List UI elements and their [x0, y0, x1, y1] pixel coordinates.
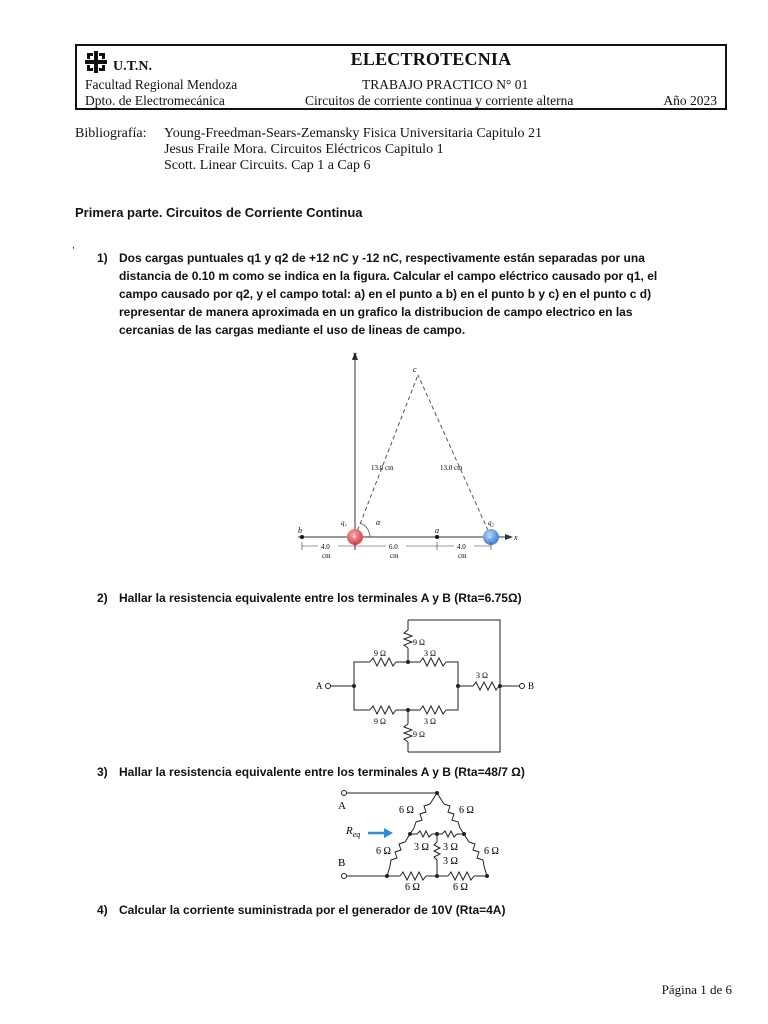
dim-2-unit: cm	[390, 552, 399, 560]
faculty-name: Facultad Regional Mendoza	[85, 77, 238, 92]
question-text: Calcular la corriente suministrada por el generador de 10V (Rta=4A)	[119, 903, 506, 917]
resistor-label: 9 Ω	[413, 638, 425, 647]
institution-name: U.T.N.	[113, 59, 153, 74]
dim-1-value: 4.0	[321, 543, 330, 551]
bibliography-item: Scott. Linear Circuits. Cap 1 a Cap 6	[164, 158, 371, 173]
q2-label: q₂	[488, 519, 494, 527]
point-a-label: a	[435, 526, 439, 535]
side-left-label: 13.0 cm	[371, 464, 394, 472]
q1-label: q₁	[341, 519, 347, 527]
point-b-label: b	[298, 526, 302, 535]
resistor-label: 3 Ω	[443, 842, 458, 853]
req-arrowhead-icon	[384, 828, 393, 838]
year-label: Año 2023	[663, 93, 717, 108]
resistor-label: 6 Ω	[459, 805, 474, 816]
question-number: 4)	[97, 903, 108, 917]
practice-title: TRABAJO PRACTICO N° 01	[362, 77, 529, 92]
resistor-label: 9 Ω	[374, 717, 386, 726]
resistor-label: 3 Ω	[424, 649, 436, 658]
bibliography-label: Bibliografía:	[75, 126, 147, 141]
stray-mark: ,	[72, 240, 75, 251]
point-c-label: c	[413, 365, 417, 374]
dim-2-value: 6.0	[389, 543, 398, 551]
resistor-label: 3 Ω	[424, 717, 436, 726]
resistor-label: 9 Ω	[413, 730, 425, 739]
terminal-b-label: B	[528, 681, 535, 691]
question-number: 1)	[97, 251, 108, 265]
q2-sign: −	[487, 532, 493, 542]
y-axis-label: y	[353, 350, 357, 359]
dim-3-value: 4.0	[457, 543, 466, 551]
q1-sign: +	[352, 532, 358, 542]
resistor-label: 3 Ω	[414, 842, 429, 853]
bibliography-item: Jesus Fraile Mora. Circuitos Eléctricos Capitulo 1	[164, 142, 444, 157]
side-right-label: 13.0 cm	[440, 464, 463, 472]
figure-point-charges	[288, 345, 520, 560]
question-number: 2)	[97, 591, 108, 605]
terminal-a-label: A	[338, 800, 346, 812]
req-label: $R_{eq}$	[346, 825, 361, 839]
resistor-label: 6 Ω	[453, 882, 468, 893]
dim-3-unit: cm	[458, 552, 467, 560]
section-title: Primera parte. Circuitos de Corriente Continua	[75, 205, 363, 220]
dim-1-unit: cm	[322, 552, 331, 560]
resistor-label: 3 Ω	[443, 856, 458, 867]
x-axis-label: x	[514, 533, 518, 542]
terminal-b-label: B	[338, 857, 346, 869]
resistor-label: 6 Ω	[399, 805, 414, 816]
resistor-label: 6 Ω	[405, 882, 420, 893]
question-number: 3)	[97, 765, 108, 779]
question-text: Hallar la resistencia equivalente entre los terminales A y B (Rta=48/7 Ω)	[119, 765, 525, 779]
document-header	[75, 44, 727, 110]
question-text: Dos cargas puntuales q1 y q2 de +12 nC y -12 nC, respectivamente están separadas por una distancia de 0.10 m como se indica en la figura. Calcular el campo eléctrico causado por q1, el campo causado por q2, y el campo total: a) en el punto a b) en el punto b y c) en el punto c d) representar de manera aproximada en un grafico la distribucion de campo electrico en las cercanias de las cargas mediante el uso de lineas de campo.	[119, 251, 658, 337]
terminal-a-label: A	[316, 681, 323, 691]
resistor-label: 3 Ω	[476, 671, 488, 680]
alpha-label: α	[376, 518, 381, 527]
course-title: ELECTROTECNIA	[350, 49, 512, 69]
resistor-label: 6 Ω	[376, 846, 391, 857]
page-number: Página 1 de 6	[661, 982, 732, 997]
resistor-label: 6 Ω	[484, 846, 499, 857]
topic-title: Circuitos de corriente continua y corriente alterna	[305, 93, 574, 108]
figure-resistor-network-1	[310, 612, 550, 760]
resistor-label: 9 Ω	[374, 649, 386, 658]
question-text: Hallar la resistencia equivalente entre los terminales A y B (Rta=6.75Ω)	[119, 591, 522, 605]
figure-resistor-network-2	[330, 786, 530, 894]
department-name: Dpto. de Electromecánica	[85, 93, 225, 108]
bibliography-item: Young-Freedman-Sears-Zemansky Fisica Universitaria Capitulo 21	[164, 126, 543, 141]
